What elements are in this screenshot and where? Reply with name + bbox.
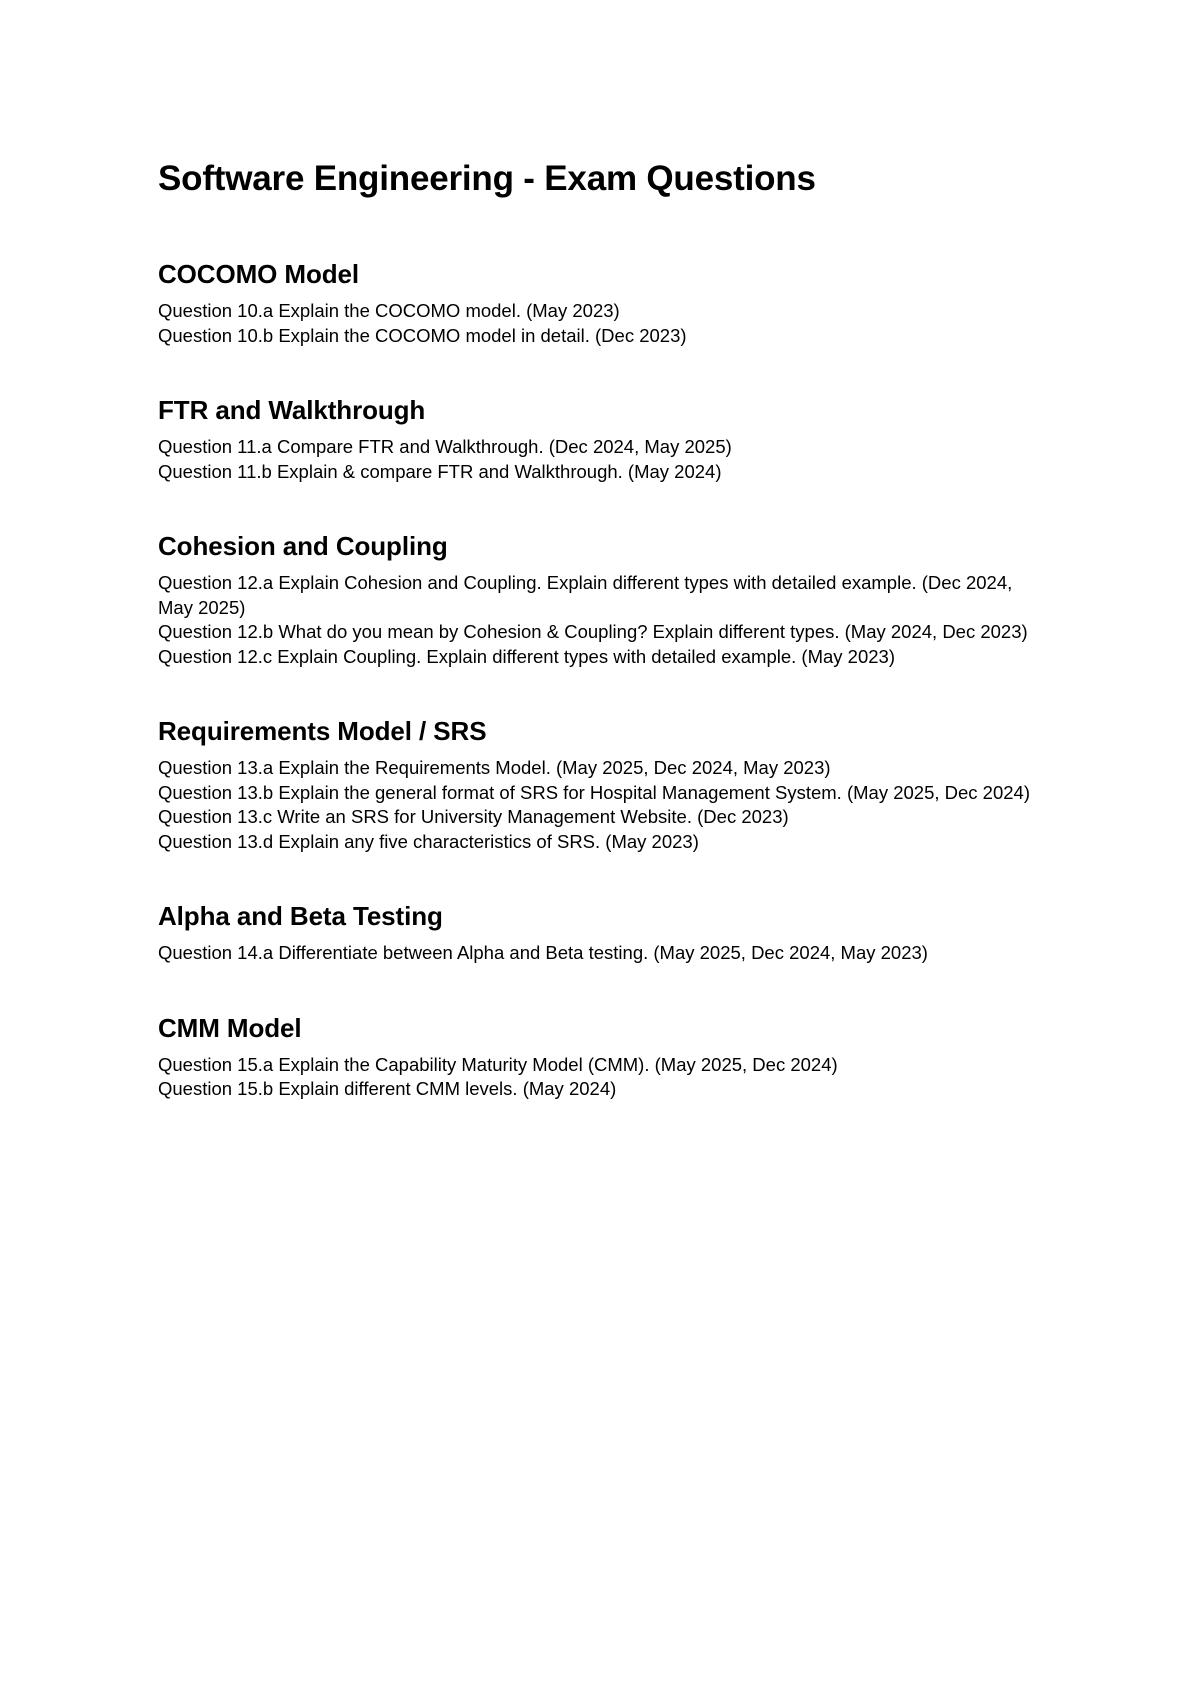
question-item: Question 12.a Explain Cohesion and Coupling. Explain different types with detailed example. (Dec 2024, May 2025)	[158, 572, 1013, 618]
section-heading: CMM Model	[158, 1012, 302, 1043]
question-item: Question 13.b Explain the general format of SRS for Hospital Management System. (May 2025, Dec 2024)	[158, 781, 1031, 803]
question-item: Question 15.b Explain different CMM levels. (May 2024)	[158, 1078, 617, 1099]
section-heading: COCOMO Model	[158, 259, 360, 289]
question-list	[158, 941, 1048, 966]
question-item: Question 12.b What do you mean by Cohesion & Coupling? Explain different types. (May 2024, Dec 2023)	[158, 621, 1028, 642]
section-cocomo-model	[158, 258, 1048, 348]
section-heading: Cohesion and Coupling	[158, 531, 448, 561]
document-title: Software Engineering - Exam Questions	[158, 159, 816, 198]
section-cmm-model	[158, 1012, 1048, 1102]
question-item: Question 15.a Explain the Capability Maturity Model (CMM). (May 2025, Dec 2024)	[158, 1053, 838, 1075]
section-alpha-beta-testing	[158, 900, 1048, 966]
question-list	[158, 756, 1048, 854]
question-item: Question 10.b Explain the COCOMO model in detail. (Dec 2023)	[158, 324, 687, 346]
question-item: Question 13.a Explain the Requirements Model. (May 2025, Dec 2024, May 2023)	[158, 757, 831, 778]
question-list	[158, 571, 1048, 669]
question-item: Question 11.b Explain & compare FTR and Walkthrough. (May 2024)	[158, 460, 722, 482]
question-item: Question 14.a Differentiate between Alpha and Beta testing. (May 2025, Dec 2024, May 2023)	[158, 942, 928, 963]
question-item: Question 13.c Write an SRS for University Management Website. (Dec 2023)	[158, 806, 789, 827]
question-list	[158, 1053, 1048, 1102]
question-item: Question 11.a Compare FTR and Walkthrough. (Dec 2024, May 2025)	[158, 436, 732, 457]
question-item: Question 10.a Explain the COCOMO model. (May 2023)	[158, 300, 620, 321]
section-ftr-walkthrough	[158, 394, 1048, 484]
question-list	[158, 435, 1048, 484]
document-page	[158, 158, 1048, 1102]
section-cohesion-coupling	[158, 530, 1048, 669]
section-requirements-srs	[158, 715, 1048, 854]
section-heading: Alpha and Beta Testing	[158, 901, 443, 931]
section-heading: Requirements Model / SRS	[158, 716, 487, 746]
question-item: Question 12.c Explain Coupling. Explain different types with detailed example. (May 2023)	[158, 645, 895, 667]
question-list	[158, 299, 1048, 348]
question-item: Question 13.d Explain any five characteristics of SRS. (May 2023)	[158, 830, 699, 852]
section-heading: FTR and Walkthrough	[158, 395, 426, 425]
